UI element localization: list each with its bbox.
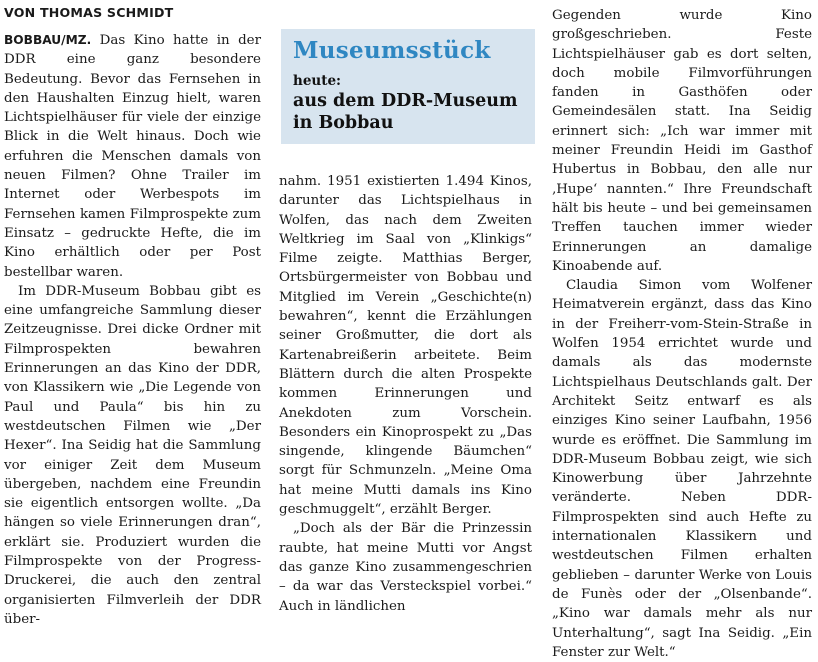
box-title: Museumsstück: [293, 37, 491, 64]
author-byline: VON THOMAS SCHMIDT: [4, 5, 174, 20]
paragraph-collection: Im DDR-Museum Bobbau gibt es eine umfangreiche Sammlung dieser Zeitzeugnisse. Drei dicke Ordner mit Filmprospekten bewahren Erinnerungen an das Kino der DDR, von Klassikern wie „Die Legende von Paul und Paula“ bis hin zu westdeutschen Filmen wie „Der Hexer“. Ina Seidig hat die Sammlung vor einiger Zeit dem Museum übergeben, nachdem eine Freundin sie eigentlich entsorgen wollte. „Da hängen so viele Erinnerungen dran“, erklärt sie. Produziert wurden die Filmprospekte von der Progress-Druckerei, die auch den zentral organisierten Filmverleih der DDR über-: [4, 283, 261, 627]
dateline: BOBBAU/MZ.: [4, 33, 92, 47]
box-pretitle: heute:: [293, 73, 342, 89]
paragraph-rural: Gegenden wurde Kino großgeschrieben. Feste Lichtspielhäuser gab es dort selten, doch mobile Filmvorführungen fanden in Gasthöfen oder Gemeindesälen statt. Ina Seidig erinnert sich: „Ich war immer mit meiner Freundin Heidi im Gasthof Hubertus in Bobbau, den alle nur ‚Hupe‘ nannten.“ Ihre Freundschaft hält bis heute – und bei gemeinsamen Treffen tauchen immer wieder Erinnerungen an damalige Kinoabende auf.: [552, 8, 812, 274]
lead-text: Das Kino hatte in der DDR eine ganz besondere Bedeutung. Bevor das Fernsehen in den Haushalten Einzug hielt, waren Lichtspielhäuser für viele der einzige Blick in die Welt hinaus. Doch wie erfuhren die Menschen damals von neuen Filmen? Ohne Trailer im Internet oder Werbespots im Fernsehen kamen Filmprospekte zum Einsatz – gedruckte Hefte, die im Kino erhältlich oder per Post bestellbar waren.: [4, 33, 261, 280]
article-column-2: [279, 172, 532, 616]
article-column-3: [552, 6, 812, 662]
paragraph-kinos: nahm. 1951 existierten 1.494 Kinos, darunter das Lichtspielhaus in Wolfen, das nach dem Zweiten Weltkrieg im Saal von „Klinkigs“ Filme zeigte. Matthias Berger, Ortsbürgermeister von Bobbau und Mitglied im Verein „Geschichte(n) bewahren“, kennt die Erzählungen seiner Großmutter, die dort als Kartenabreißerin arbeitete. Beim Blättern durch die alten Prospekte kommen Erinnerungen und Anekdoten zum Vorschein. Besonders ein Kinoprospekt zu „Das singende, klingende Bäumchen“ sorgt für Schmunzeln. „Meine Oma hat meine Mutti damals ins Kino geschmuggelt“, erzählt Berger.: [279, 174, 532, 518]
article-column-1: [4, 0, 261, 629]
paragraph-heimatverein: Claudia Simon vom Wolfener Heimatverein ergänzt, dass das Kino in der Freiherr-vom-Stein-Straße in Wolfen 1954 errichtet wurde und damals als das modernste Lichtspielhaus Deutschlands galt. Der Architekt Seitz entwarf es als einziges Kino seiner Laufbahn, 1956 wurde es eröffnet. Die Sammlung im DDR-Museum Bobbau zeigt, wie sich Kinowerbung über Jahrzehnte veränderte. Neben DDR-Filmprospekten sind auch Hefte zu internationalen Klassikern und westdeutschen Filmen erhalten geblieben – darunter Werke von Louis de Funès oder der „Olsenbande“. „Kino war damals mehr als nur Unterhaltung“, sagt Ina Seidig. „Ein Fenster zur Welt.“: [552, 278, 812, 660]
info-box-museumsstueck: [281, 29, 535, 144]
lead-paragraph: [4, 31, 261, 282]
paragraph-anecdote: „Doch als der Bär die Prinzessin raubte, hat meine Mutti vor Angst das ganze Kino zusammengeschrien – da war das Versteckspiel vorbei.“ Auch in ländlichen: [279, 521, 532, 614]
box-subtitle: aus dem DDR-Museum in Bobbau: [293, 91, 518, 133]
